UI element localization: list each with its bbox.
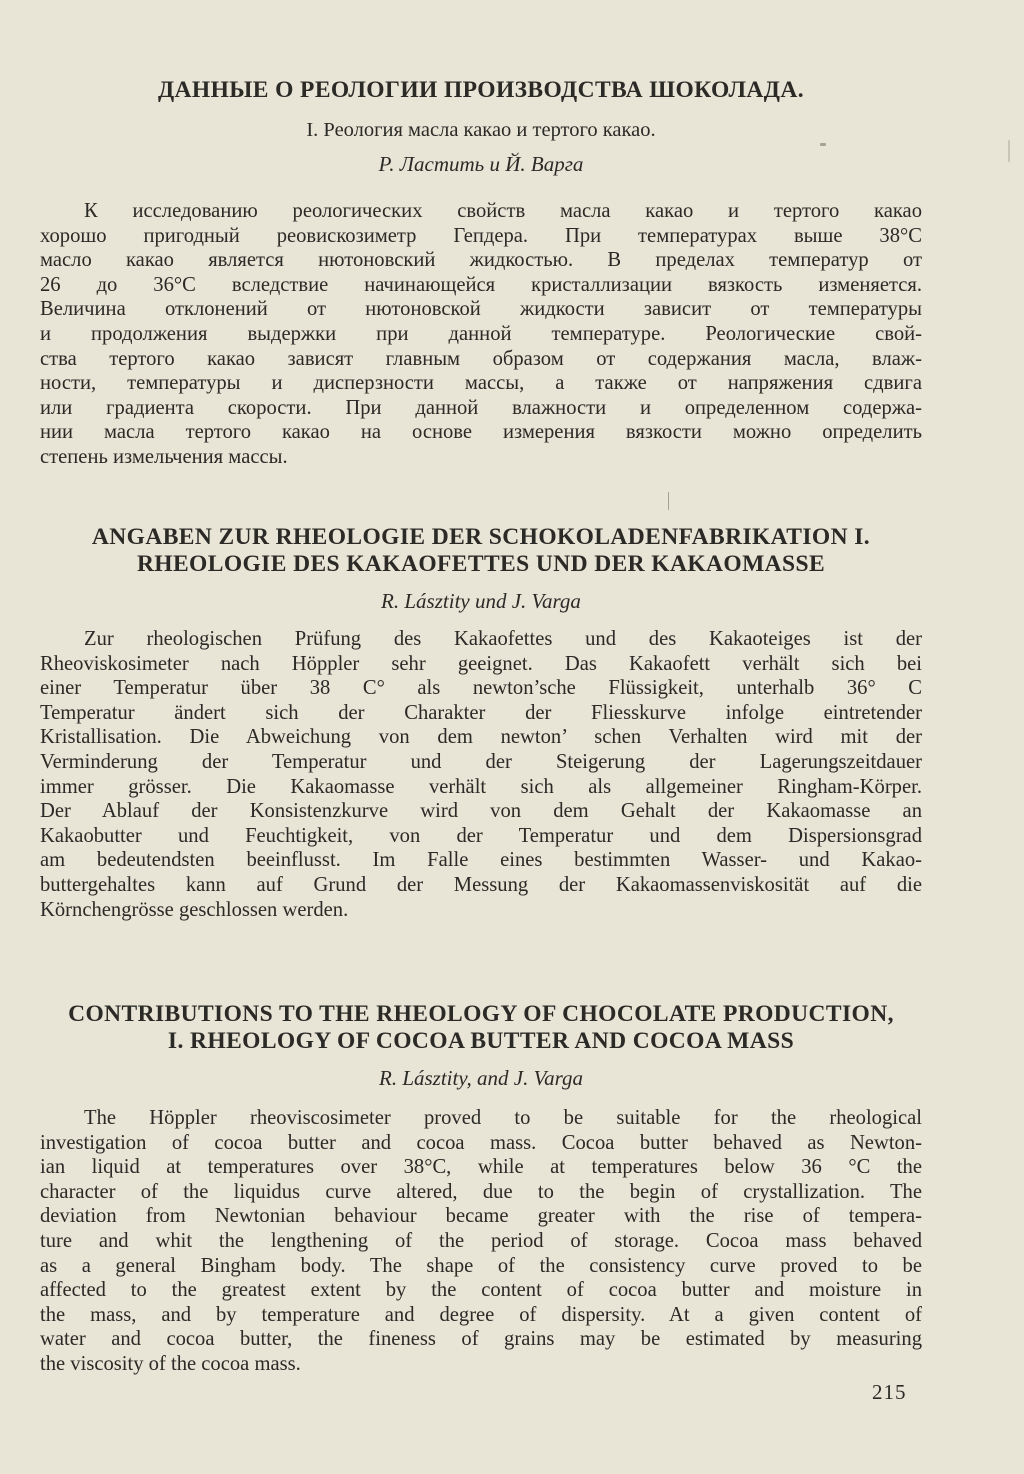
german-title-line: RHEOLOGIE DES KAKAOFETTES UND DER KAKAOMASSE [136,551,826,577]
german-abstract [40,524,922,922]
body-line: Verminderung der Temperatur und der Steigerung der Lagerungszeitdauer [40,750,922,773]
body-line: Kristallisation. Die Abweichung von dem newton’ schen Verhalten wird mit der [40,726,922,749]
body-line: as a general Bingham body. The shape of the consistency curve proved to be [40,1254,922,1277]
scan-speck [668,492,669,510]
german-title [40,524,922,578]
body-line: хорошо пригодный реовискозиметр Гепдера. При температурах выше 38°С [40,224,922,247]
body-line: the mass, and by temperature and degree of dispersity. At a given content of [40,1303,922,1326]
russian-body [40,199,922,470]
russian-authors: Р. Ластить и Й. Варга [378,152,584,176]
body-line: Rheoviskosimeter nach Höppler sehr geeignet. Das Kakaofett verhält sich bei [40,652,922,675]
body-line: ности, температуры и дисперзности массы, а также от напряжения сдвига [40,372,922,395]
body-line: степень измельчения массы. [40,445,288,468]
body-line: Величина отклонений от нютоновской жидкости зависит от температуры [40,298,922,321]
russian-title [40,77,922,104]
english-title-line: CONTRIBUTIONS TO THE RHEOLOGY OF CHOCOLATE PRODUCTION, [68,1001,894,1027]
russian-subtitle: I. Реология масла какао и тертого какао. [306,119,656,141]
body-line: К исследованию реологических свойств масла какао и тертого какао [84,200,922,222]
body-line: deviation from Newtonian behaviour became greater with the rise of tempera- [40,1205,922,1228]
body-line: Temperatur ändert sich der Charakter der Fliesskurve infolge eintretender [40,701,922,724]
body-line: Zur rheologischen Prüfung des Kakaofettes und des Kakaoteiges ist der [84,628,922,650]
scan-speck [820,143,826,146]
body-line: Körnchengrösse geschlossen werden. [40,898,349,921]
body-line: 26 до 36°С вследствие начинающейся кристаллизации вязкость изменяется. [40,273,922,296]
german-authors: R. Lásztity und J. Varga [381,589,581,613]
body-line: или градиента скорости. При данной влажности и определенном содержа- [40,396,922,419]
body-line: Kakaobutter und Feuchtigkeit, von der Temperatur und dem Dispersionsgrad [40,824,922,847]
body-line: affected to the greatest extent by the content of cocoa butter and moisture in [40,1279,922,1302]
body-line: и продолжения выдержки при данной температуре. Реологические свой- [40,322,922,345]
english-title [40,1001,922,1055]
body-line: нии масла тертого какао на основе измерения вязкости можно определить [40,421,922,444]
body-line: buttergehaltes kann auf Grund der Messung der Kakaomassenviskosität auf die [40,873,922,896]
body-line: investigation of cocoa butter and cocoa mass. Cocoa butter behaved as Newton- [40,1131,922,1154]
body-line: ian liquid at temperatures over 38°C, while at temperatures below 36 °C the [40,1156,922,1179]
russian-abstract [40,77,922,470]
russian-title-text: ДАННЫЕ О РЕОЛОГИИ ПРОИЗВОДСТВА ШОКОЛАДА. [157,77,805,103]
body-line: The Höppler rheoviscosimeter proved to be suitable for the rheological [84,1107,922,1129]
german-body [40,627,922,922]
body-line: am bedeutendsten beeinflusst. Im Falle eines bestimmten Wasser- und Kakao- [40,849,922,872]
english-body [40,1106,922,1377]
body-line: einer Temperatur über 38 C° als newton’sche Flüssigkeit, unterhalb 36° C [40,677,922,700]
scan-speck [1008,140,1010,162]
body-line: water and cocoa butter, the fineness of grains may be estimated by measuring [40,1328,922,1351]
body-line: ства тертого какао зависят главным образом от содержания масла, влаж- [40,347,922,370]
body-line: immer grösser. Die Kakaomasse verhält sich als allgemeiner Ringham-Körper. [40,775,922,798]
body-line: Der Ablauf der Konsistenzkurve wird von dem Gehalt der Kakaomasse an [40,800,922,823]
body-line: character of the liquidus curve altered, due to the begin of crystallization. The [40,1180,922,1203]
page-number: 215 [872,1380,907,1404]
body-line: ture and whit the lengthening of the period of storage. Cocoa mass behaved [40,1229,922,1252]
english-abstract [40,1001,922,1377]
german-title-line: ANGABEN ZUR RHEOLOGIE DER SCHOKOLADENFABRIKATION I. [91,524,871,550]
body-line: масло какао является нютоновский жидкостью. В пределах температур от [40,249,922,272]
english-title-line: I. RHEOLOGY OF COCOA BUTTER AND COCOA MASS [167,1028,795,1054]
english-authors: R. Lásztity, and J. Varga [379,1066,583,1090]
body-line: the viscosity of the cocoa mass. [40,1352,301,1375]
